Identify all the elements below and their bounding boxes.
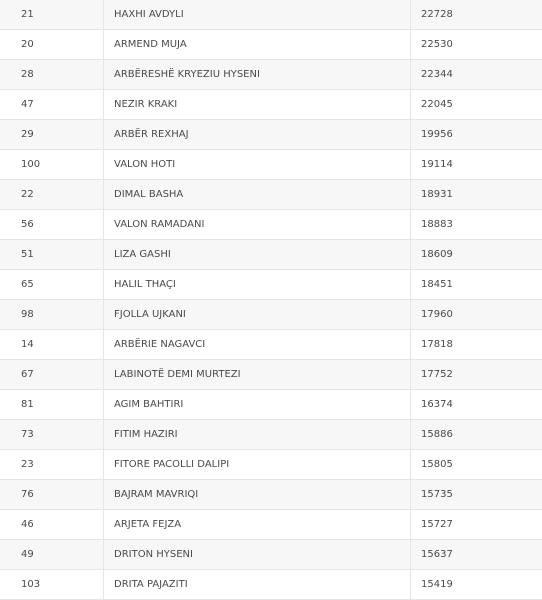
candidate-name-cell: DIMAL BASHA bbox=[104, 180, 411, 210]
table-row bbox=[0, 420, 542, 450]
table-row bbox=[0, 60, 542, 90]
candidate-name-cell: HAXHI AVDYLI bbox=[104, 0, 411, 30]
table-row bbox=[0, 90, 542, 120]
candidate-votes-cell: 22344 bbox=[411, 60, 542, 90]
candidate-votes-cell: 15886 bbox=[411, 420, 542, 450]
candidate-name-cell: NEZIR KRAKI bbox=[104, 90, 411, 120]
candidate-number-cell: 49 bbox=[0, 540, 104, 570]
candidate-name-cell: FJOLLA UJKANI bbox=[104, 300, 411, 330]
candidate-votes-cell: 22530 bbox=[411, 30, 542, 60]
candidate-votes-cell: 15805 bbox=[411, 450, 542, 480]
candidate-votes-cell: 22728 bbox=[411, 0, 542, 30]
candidate-votes-cell: 18451 bbox=[411, 270, 542, 300]
candidate-votes-cell: 18609 bbox=[411, 240, 542, 270]
candidate-name-cell: FITIM HAZIRI bbox=[104, 420, 411, 450]
candidate-number-cell: 51 bbox=[0, 240, 104, 270]
candidate-votes-cell: 15419 bbox=[411, 570, 542, 600]
candidate-votes-cell: 19114 bbox=[411, 150, 542, 180]
candidate-votes-cell: 18883 bbox=[411, 210, 542, 240]
candidate-votes-cell: 22045 bbox=[411, 90, 542, 120]
table-row bbox=[0, 150, 542, 180]
candidate-number-cell: 46 bbox=[0, 510, 104, 540]
candidate-number-cell: 29 bbox=[0, 120, 104, 150]
table-row bbox=[0, 570, 542, 600]
candidate-number-cell: 67 bbox=[0, 360, 104, 390]
candidate-votes-cell: 17960 bbox=[411, 300, 542, 330]
candidate-number-cell: 103 bbox=[0, 570, 104, 600]
candidate-name-cell: HALIL THAÇI bbox=[104, 270, 411, 300]
table-row bbox=[0, 270, 542, 300]
candidate-number-cell: 73 bbox=[0, 420, 104, 450]
candidate-name-cell: ARBËRIE NAGAVCI bbox=[104, 330, 411, 360]
candidate-number-cell: 20 bbox=[0, 30, 104, 60]
candidate-votes-cell: 18931 bbox=[411, 180, 542, 210]
candidate-number-cell: 14 bbox=[0, 330, 104, 360]
table-row bbox=[0, 240, 542, 270]
candidate-name-cell: ARBËR REXHAJ bbox=[104, 120, 411, 150]
candidate-name-cell: VALON RAMADANI bbox=[104, 210, 411, 240]
table-row bbox=[0, 300, 542, 330]
table-row bbox=[0, 360, 542, 390]
candidate-number-cell: 56 bbox=[0, 210, 104, 240]
table-row bbox=[0, 120, 542, 150]
candidate-name-cell: DRITON HYSENI bbox=[104, 540, 411, 570]
candidate-number-cell: 47 bbox=[0, 90, 104, 120]
table-row bbox=[0, 180, 542, 210]
candidate-name-cell: BAJRAM MAVRIQI bbox=[104, 480, 411, 510]
candidate-name-cell: ARBËRESHË KRYEZIU HYSENI bbox=[104, 60, 411, 90]
table-row bbox=[0, 450, 542, 480]
candidate-number-cell: 98 bbox=[0, 300, 104, 330]
candidate-name-cell: ARMEND MUJA bbox=[104, 30, 411, 60]
candidate-votes-cell: 17818 bbox=[411, 330, 542, 360]
candidate-name-cell: AGIM BAHTIRI bbox=[104, 390, 411, 420]
table-row bbox=[0, 330, 542, 360]
table-row bbox=[0, 210, 542, 240]
candidate-name-cell: VALON HOTI bbox=[104, 150, 411, 180]
table-row bbox=[0, 510, 542, 540]
candidate-number-cell: 28 bbox=[0, 60, 104, 90]
candidate-number-cell: 23 bbox=[0, 450, 104, 480]
candidate-name-cell: LIZA GASHI bbox=[104, 240, 411, 270]
candidate-votes-cell: 15637 bbox=[411, 540, 542, 570]
candidate-number-cell: 76 bbox=[0, 480, 104, 510]
candidate-number-cell: 81 bbox=[0, 390, 104, 420]
candidate-votes-cell: 17752 bbox=[411, 360, 542, 390]
candidate-votes-cell: 15727 bbox=[411, 510, 542, 540]
candidate-number-cell: 21 bbox=[0, 0, 104, 30]
candidate-votes-cell: 19956 bbox=[411, 120, 542, 150]
table-row bbox=[0, 390, 542, 420]
candidate-name-cell: DRITA PAJAZITI bbox=[104, 570, 411, 600]
candidate-name-cell: FITORE PACOLLI DALIPI bbox=[104, 450, 411, 480]
candidate-votes-cell: 15735 bbox=[411, 480, 542, 510]
candidate-name-cell: LABINOTË DEMI MURTEZI bbox=[104, 360, 411, 390]
candidate-votes-cell: 16374 bbox=[411, 390, 542, 420]
candidate-name-cell: ARJETA FEJZA bbox=[104, 510, 411, 540]
table-row bbox=[0, 30, 542, 60]
candidate-number-cell: 22 bbox=[0, 180, 104, 210]
table-row bbox=[0, 480, 542, 510]
table-row bbox=[0, 540, 542, 570]
candidate-number-cell: 100 bbox=[0, 150, 104, 180]
table-row bbox=[0, 0, 542, 30]
candidate-number-cell: 65 bbox=[0, 270, 104, 300]
